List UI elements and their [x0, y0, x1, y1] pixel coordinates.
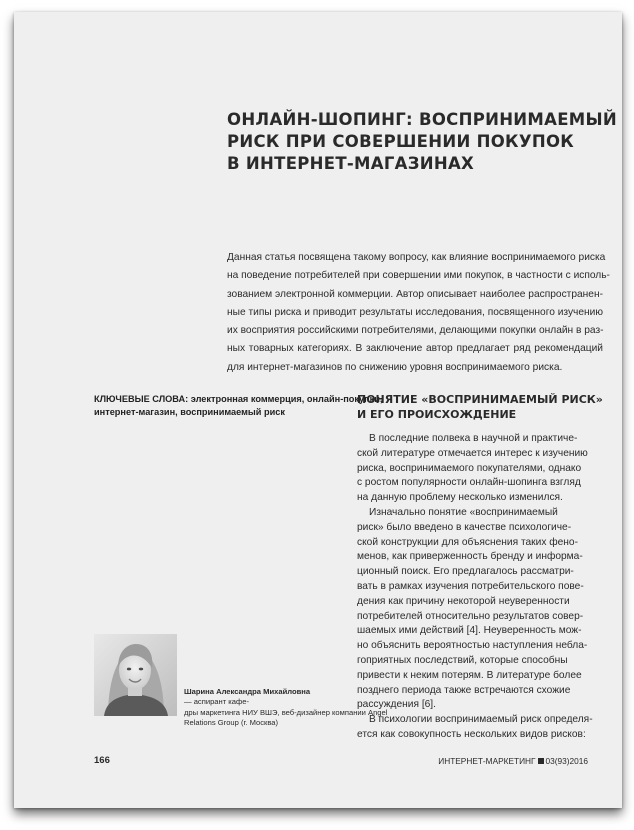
keywords-label: КЛЮЧЕВЫЕ СЛОВА: — [94, 394, 189, 404]
journal-page — [14, 12, 622, 808]
body-line: но объяснить вероятностью наступления небла- — [357, 640, 588, 652]
square-separator-icon — [538, 758, 544, 764]
article-abstract — [227, 249, 610, 377]
author-description: — аспирант кафе- — [184, 697, 250, 707]
journal-name: ИНТЕРНЕТ-МАРКЕТИНГ — [438, 756, 536, 766]
title-line: В ИНТЕРНЕТ-МАГАЗИНАХ — [227, 154, 475, 173]
abstract-line: ные типы риска и приводит результаты исследования, посвященного изучению — [227, 306, 603, 318]
body-line: гоприятных последствий, которые способны — [357, 654, 568, 666]
body-line: привести к неким потерям. В литературе более — [357, 669, 582, 681]
body-line: шаемых ими действий [4]. Неуверенность мож- — [357, 625, 582, 637]
body-line: ской конструкции для объяснения таких фено- — [357, 536, 578, 548]
abstract-line: Данная статья посвящена такому вопросу, как влияние воспринимаемого риска — [227, 252, 606, 263]
section-heading-line: ПОНЯТИЕ «ВОСПРИНИМАЕМЫЙ РИСК» — [357, 393, 603, 406]
section-heading — [357, 392, 603, 422]
keywords-text: электронная коммерция, онлайн-покупки, — [190, 394, 383, 404]
body-line: позднего периода также встречаются схожие — [357, 684, 571, 696]
abstract-line: на поведение потребителей при совершении ими покупок, в частности с исполь- — [227, 270, 610, 282]
author-description: дры маркетинга НИУ ВШЭ, веб-дизайнер компании Angel — [184, 707, 388, 717]
article-body — [357, 432, 604, 743]
journal-footer — [438, 756, 588, 766]
abstract-line: их восприятия российскими потребителями, делающими покупки онлайн в раз- — [227, 325, 604, 337]
body-line: ской литературе отмечается интерес к изучению — [357, 447, 588, 459]
body-line: риска, воспринимаемого покупателями, однако — [357, 462, 582, 474]
author-caption-line — [184, 687, 354, 708]
page-number: 166 — [94, 755, 110, 766]
author-name: Шарина Александра Михайловна — [184, 687, 311, 696]
body-line: ционный поиск. Его предлагалось рассматри- — [357, 566, 574, 578]
title-line: РИСК ПРИ СОВЕРШЕНИИ ПОКУПОК — [227, 132, 575, 151]
keywords-text: интернет-магазин, воспринимаемый риск — [94, 407, 285, 417]
body-line: вать в рамках изучения потребительского пове- — [357, 580, 584, 592]
section-heading-line: И ЕГО ПРОИСХОЖДЕНИЕ — [357, 408, 517, 421]
body-line: на данную проблему несколько изменился. — [357, 492, 563, 504]
author-portrait-image — [94, 634, 177, 716]
body-line: потребителей относительно результатов совер- — [357, 610, 584, 622]
abstract-line: ных товарных категориях. В заключение автор предлагает ряд рекомендаций — [227, 343, 603, 355]
body-line: с ростом популярности онлайн-шопинга взгляд — [357, 477, 581, 489]
author-photo — [94, 634, 177, 716]
journal-issue: 03(93)2016 — [545, 756, 588, 766]
article-title — [227, 109, 617, 175]
body-line: риск» было введено в качестве психологиче- — [357, 521, 572, 533]
body-line: ется как совокупность нескольких видов рисков: — [357, 728, 586, 740]
body-line: В психологии воспринимаемый риск определя- — [369, 714, 593, 726]
body-line: Изначально понятие «воспринимаемый — [369, 506, 558, 518]
author-caption — [184, 687, 388, 729]
title-line: ОНЛАЙН-ШОПИНГ: ВОСПРИНИМАЕМЫЙ — [227, 110, 617, 129]
abstract-line: зованием электронной коммерции. Автор описывает наиболее распространен- — [227, 288, 603, 300]
author-description: Relations Group (г. Москва) — [184, 718, 279, 728]
keywords-block — [94, 393, 383, 419]
body-line: менов, как приверженность бренду и информа- — [357, 551, 583, 563]
body-line: В последние полвека в научной и практиче- — [369, 433, 578, 444]
body-line: рассуждения [6]. — [357, 699, 436, 711]
keywords-line — [94, 393, 383, 406]
abstract-line: для интернет-магазинов по снижению уровня воспринимаемого риска. — [227, 361, 563, 373]
body-line: дения как причину некоторой неуверенности — [357, 595, 570, 607]
